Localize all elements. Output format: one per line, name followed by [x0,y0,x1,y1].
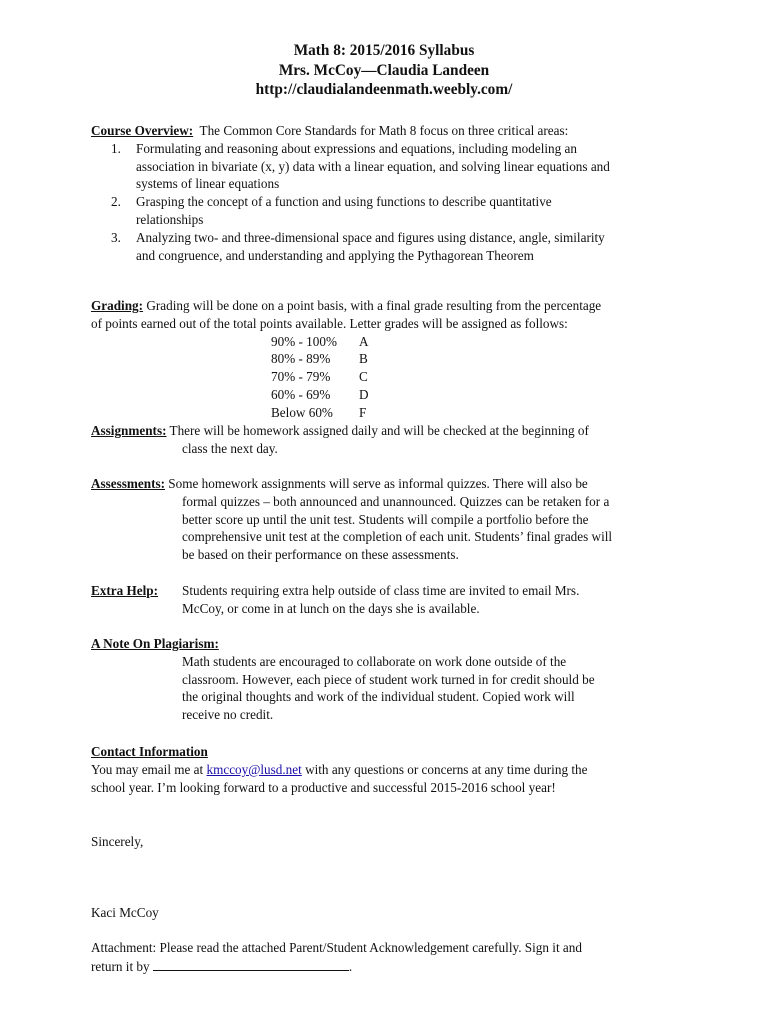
assignments-line-1: There will be homework assigned daily and will be checked at the beginning of [169,423,589,438]
grade-range: 70% - 79% [271,369,331,385]
grade-letter: C [359,369,368,385]
grade-range: Below 60% [271,404,333,420]
assessments-line-1: Some homework assignments will serve as informal quizzes. There will also be [168,476,588,491]
plagiarism-heading: A Note On Plagiarism: [91,636,219,651]
assessments-heading: Assessments: [91,476,165,491]
grade-row [271,386,369,404]
contact-section [91,743,587,796]
assignments-heading: Assignments: [91,423,167,438]
list-number: 3. [111,229,121,245]
critical-area-line: Analyzing two- and three-dimensional space and figures using distance, angle, similarity [136,229,605,245]
contact-heading: Contact Information [91,744,208,759]
grade-letter: D [359,386,369,402]
assessments-line: be based on their performance on these assessments. [182,547,459,563]
document-title: Math 8: 2015/2016 Syllabus [293,42,475,59]
course-overview-heading: Course Overview: [91,123,194,138]
extra-help-section [91,582,579,618]
grade-row [271,368,369,386]
grading-section [91,297,601,422]
grade-range: 60% - 69% [271,386,331,402]
return-date-blank [153,957,349,971]
attachment-section [91,939,582,976]
grade-row [271,350,369,368]
course-overview-intro: The Common Core Standards for Math 8 focus on three critical areas: [199,123,569,138]
critical-area-line: and congruence, and understanding and applying the Pythagorean Theorem [136,247,534,263]
plagiarism-line: classroom. However, each piece of student work turned in for credit should be [182,671,595,687]
list-number: 1. [111,140,121,156]
grade-row [271,333,369,351]
grading-line-1: Grading will be done on a point basis, with a final grade resulting from the percentage [146,298,602,313]
attachment-line-2-post: . [348,958,353,974]
attachment-line-2-pre: return it by [91,958,153,974]
signature-name: Kaci McCoy [91,905,159,920]
contact-text-pre: You may email me at [91,761,207,777]
extra-help-line-1: Students requiring extra help outside of class time are invited to email Mrs. [182,583,580,598]
course-overview-section [91,122,610,264]
critical-area-item [91,193,610,229]
plagiarism-body [91,653,595,724]
teacher-name: Mrs. McCoy—Claudia Landeen [278,61,490,79]
critical-area-line: association in bivariate (x, y) data with a linear equation, and solving linear equations and [136,158,610,174]
contact-text-post: with any questions or concerns at any time during the [301,761,588,777]
grade-row [271,404,369,422]
closing-sincerely: Sincerely, [91,834,144,849]
list-number: 2. [111,194,121,210]
grade-scale-table [271,333,369,422]
assessments-line: formal quizzes – both announced and unannounced. Quizzes can be retaken for a [182,493,610,509]
extra-help-line-2: McCoy, or come in at lunch on the days she is available. [182,600,480,616]
contact-line-2: school year. I’m looking forward to a productive and successful 2015-2016 school year! [91,779,556,795]
grading-line-2: of points earned out of the total points available. Letter grades will be assigned as follows: [91,315,568,331]
assignments-section [91,422,589,458]
assessments-section [91,475,612,564]
critical-area-line: relationships [136,211,204,227]
grade-letter: A [359,333,369,349]
grade-range: 80% - 89% [271,351,331,367]
critical-area-line: Grasping the concept of a function and using functions to describe quantitative [136,194,552,210]
assessments-line: better score up until the unit test. Students will compile a portfolio before the [182,511,589,527]
plagiarism-line: Math students are encouraged to collaborate on work done outside of the [182,653,567,669]
assessments-body [91,493,612,564]
critical-areas-list [91,140,610,265]
critical-area-line: Formulating and reasoning about expressions and equations, including modeling an [136,140,577,156]
extra-help-heading: Extra Help: [91,583,159,598]
critical-area-item [91,229,610,265]
document-header [0,41,768,100]
grade-letter: F [359,404,367,420]
attachment-line-1: Attachment: Please read the attached Parent/Student Acknowledgement carefully. Sign it and [91,940,582,955]
plagiarism-section [91,635,595,724]
plagiarism-line: the original thoughts and work of the individual student. Copied work will [182,689,575,705]
critical-area-item [91,140,610,193]
grade-range: 90% - 100% [271,333,337,349]
email-link[interactable]: kmccoy@lusd.net [206,761,302,777]
website-url: http://claudialandeenmath.weebly.com/ [255,81,513,98]
plagiarism-line: receive no credit. [182,707,274,723]
critical-area-line: systems of linear equations [136,176,280,192]
grade-letter: B [359,351,368,367]
assignments-line-2: class the next day. [182,440,278,456]
grading-heading: Grading: [91,298,144,313]
assessments-line: comprehensive unit test at the completion of each unit. Students’ final grades will [182,529,613,545]
